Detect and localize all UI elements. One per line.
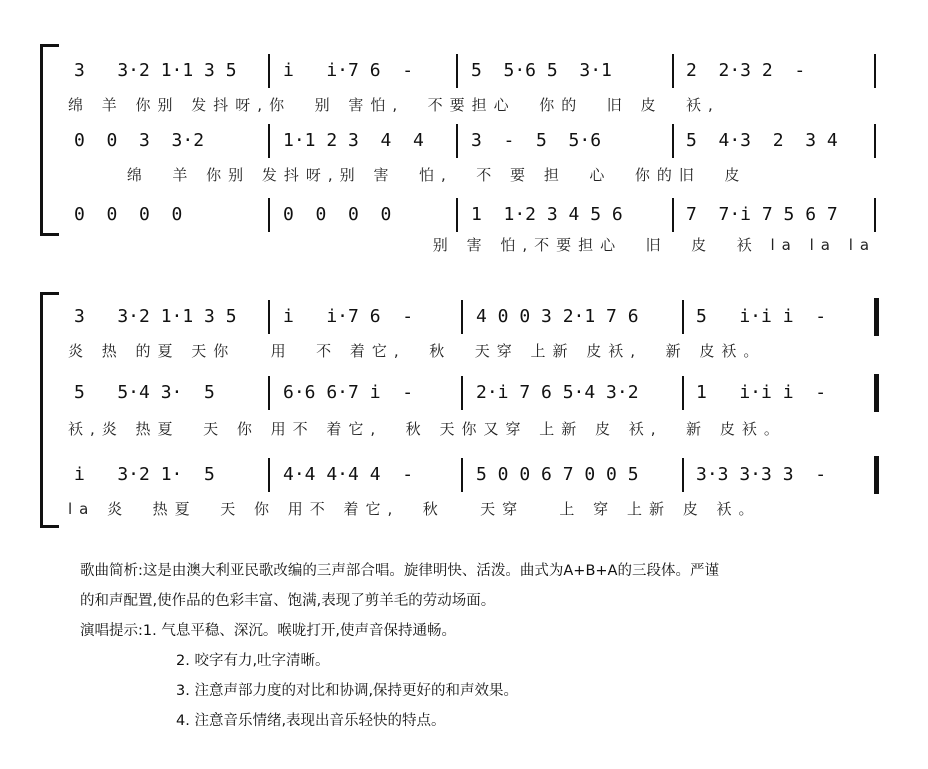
measure: 5 0 0 6 7 0 0 5 [476,464,639,485]
final-bar-line [874,456,879,494]
bar-line [268,458,270,492]
voice-1-notes [68,58,890,88]
voice-1-notes [68,304,890,334]
score-system-2 [40,292,890,528]
bar-line [268,54,270,88]
voice-2-notes [68,380,890,410]
bar-line [456,54,458,88]
bar-line [461,458,463,492]
measure: 3 - 5 5·6 [471,130,602,151]
measure: 4 0 0 3 2·1 7 6 [476,306,639,327]
bar-line [268,376,270,410]
voice-2-lyric: 袄,炎 热夏 天 你 用不 着它, 秋 天你又穿 上新 皮 袄, 新 皮袄。 [68,420,786,438]
bar-line [672,198,674,232]
bar-line [682,376,684,410]
bar-line [456,124,458,158]
measure: 0 0 0 0 [74,204,183,225]
tip-item: 1. 气息平稳、深沉。喉咙打开,使声音保持通畅。 [142,623,456,639]
measure: 2·i 7 6 5·4 3·2 [476,382,639,403]
measure: i i·7 6 - [283,60,414,81]
system-bracket [40,44,59,236]
measure: i i·7 6 - [283,306,414,327]
measure: 1 i·i i - [696,382,827,403]
bar-line [268,198,270,232]
bar-line [461,376,463,410]
bar-line [672,124,674,158]
voice-2-lyric: 绵 羊 你别 发抖呀,别 害 怕, 不 要 担 心 你的旧 皮 [68,166,747,184]
score-system-1 [40,44,890,254]
tips-label: 演唱提示: [80,623,143,639]
measure: 3 3·2 1·1 3 5 [74,306,237,327]
bar-line [268,124,270,158]
measure: 0 0 0 0 [283,204,392,225]
voice-3-lyric: 别 害 怕,不要担心 旧 皮 袄 la la la [68,236,877,254]
final-bar-line [874,298,879,336]
bar-line [874,198,876,232]
measure: 5 4·3 2 3 4 [686,130,838,151]
bar-line [682,300,684,334]
measure: 1 1·2 3 4 5 6 [471,204,623,225]
bar-line [874,54,876,88]
voice-3-lyric: la 炎 热夏 天 你 用不 着它, 秋 天穿 上 穿 上新 皮 袄。 [68,500,761,518]
measure: 5 i·i i - [696,306,827,327]
measure: 3·3 3·3 3 - [696,464,827,485]
voice-3-notes [68,462,890,492]
measure: 3 3·2 1·1 3 5 [74,60,237,81]
measure: 5 5·6 5 3·1 [471,60,612,81]
tip-item: 4. 注意音乐情绪,表现出音乐轻快的特点。 [176,713,446,729]
final-bar-line [874,374,879,412]
tips-line-1 [80,616,890,646]
tip-item: 2. 咬字有力,吐字清晰。 [176,653,330,669]
analysis-text: 这是由澳大利亚民歌改编的三声部合唱。旋律明快、活泼。曲式为A+B+A的三段体。严谨 [142,563,719,579]
bar-line [268,300,270,334]
voice-1-lyric: 炎 热 的夏 天你 用 不 着它, 秋 天穿 上新 皮袄, 新 皮袄。 [68,342,766,360]
voice-3-notes [68,202,890,232]
analysis-label: 歌曲简析: [80,563,143,579]
measure: 1·1 2 3 4 4 [283,130,424,151]
song-notes [80,556,890,736]
tip-item: 3. 注意声部力度的对比和协调,保持更好的和声效果。 [176,683,519,699]
measure: 0 0 3 3·2 [74,130,205,151]
bar-line [672,54,674,88]
measure: i 3·2 1· 5 [74,464,215,485]
analysis-line-2: 的和声配置,使作品的色彩丰富、饱满,表现了剪羊毛的劳动场面。 [80,593,496,609]
measure: 2 2·3 2 - [686,60,806,81]
voice-2-notes [68,128,890,158]
bar-line [461,300,463,334]
measure: 4·4 4·4 4 - [283,464,414,485]
analysis-line-1 [80,556,890,586]
system-bracket [40,292,59,528]
bar-line [874,124,876,158]
bar-line [682,458,684,492]
measure: 7 7·i 7 5 6 7 [686,204,838,225]
bar-line [456,198,458,232]
measure: 6·6 6·7 i - [283,382,414,403]
measure: 5 5·4 3· 5 [74,382,215,403]
voice-1-lyric: 绵 羊 你别 发抖呀,你 别 害怕, 不要担心 你的 旧 皮 袄, [68,96,720,114]
